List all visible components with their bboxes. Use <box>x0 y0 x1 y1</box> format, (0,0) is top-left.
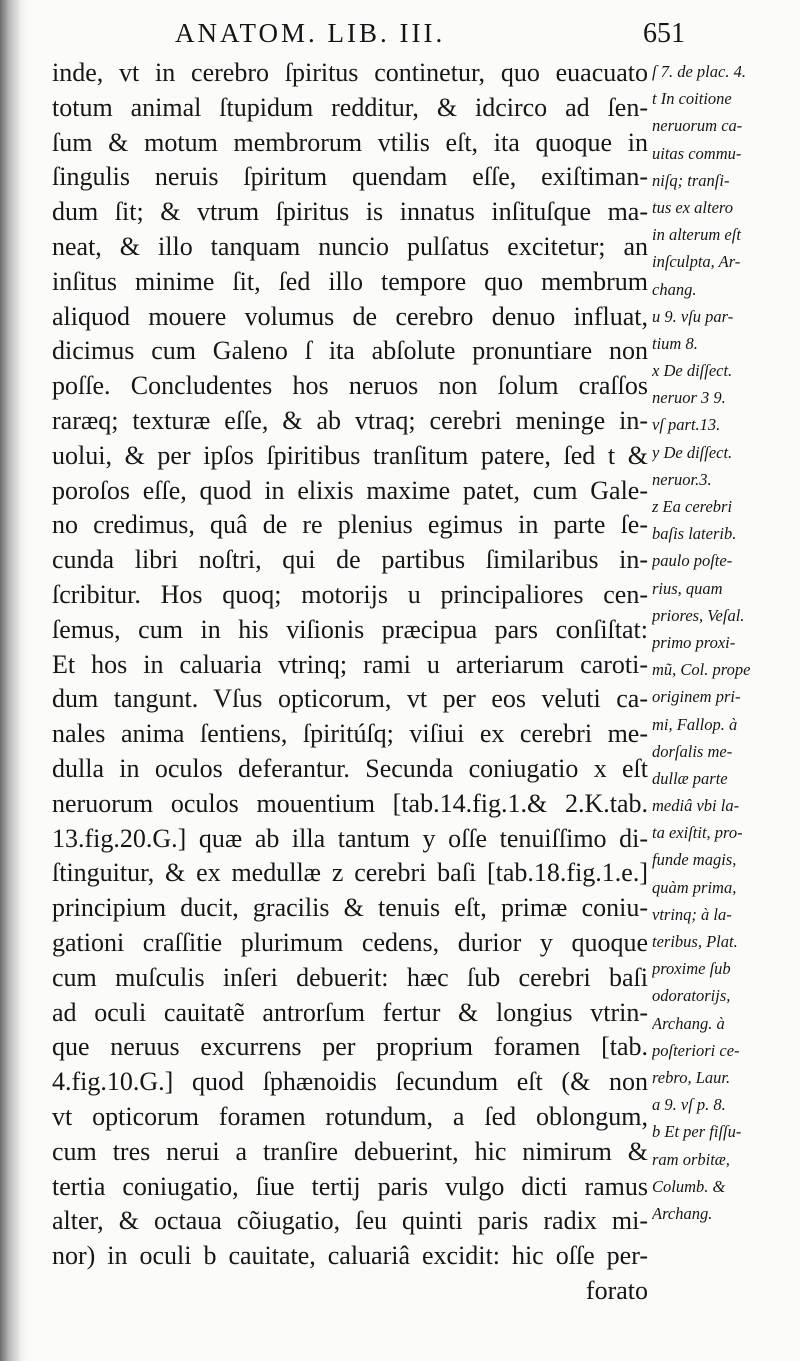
margin-note-line: teribus, Plat. <box>652 932 738 951</box>
text-line: nales anima ſentiens, ſpiritúſq; viſiui ex cerebri me- <box>52 719 648 749</box>
text-line: no credimus, quâ de re plenius egimus in parte ſe- <box>52 510 648 540</box>
margin-note-line: rius, quam <box>652 578 723 598</box>
margin-note-line: primo proxi- <box>652 632 736 652</box>
text-line: 13.fig.20.G.] quæ ab illa tantum y oſſe tenuiſſimo di- <box>52 823 648 853</box>
margin-note-line: x De diſſect. <box>652 361 733 381</box>
text-line: cunda libri noſtri, qui de partibus ſimilaribus in- <box>52 545 648 575</box>
text-line: ſcribitur. Hos quoq; motorijs u principaliores cen- <box>52 579 648 609</box>
margin-note-line: paulo poſte- <box>652 551 733 571</box>
text-line: cum muſculis inſeri debuerit: hæc ſub cerebri baſi <box>52 962 648 992</box>
margin-note-line: in alterum eſt <box>652 225 741 245</box>
margin-note-line: neruor.3. <box>652 469 712 489</box>
text-line: alter, & octaua cõiugatio, ſeu quinti paris radix mi- <box>52 1206 648 1236</box>
text-line: totum animal ſtupidum redditur, & idcirco ad ſen- <box>52 92 648 122</box>
margin-note-line: poſteriori ce- <box>652 1040 740 1060</box>
text-line: poroſos eſſe, quod in elixis maxime patet, cum Gale- <box>52 475 648 505</box>
margin-note-line: Archang. <box>652 1203 713 1223</box>
text-line: ad oculi cauitatẽ antrorſum fertur & longius vtrin- <box>52 997 648 1027</box>
margin-note-line: Columb. & <box>652 1176 726 1196</box>
text-line: dulla in oculos deferantur. Secunda coniugatio x eſt <box>52 753 648 783</box>
margin-note-line: originem pri- <box>652 687 741 707</box>
text-line: ſum & motum membrorum vtilis eſt, ita quoque in <box>52 127 648 157</box>
text-line: 4.fig.10.G.] quod ſphænoidis ſecundum eſt (& non <box>52 1067 648 1097</box>
text-line: forato <box>585 1275 648 1305</box>
margin-note-line: proxime ſub <box>652 959 731 979</box>
main-text-column <box>52 56 648 1309</box>
text-line: uolui, & per ipſos ſpiritibus tranſitum patere, ſed t & <box>52 440 648 470</box>
margin-note-line: vſ part.13. <box>652 415 721 435</box>
text-line: ſtinguitur, & ex medullæ z cerebri baſi [tab.18.fig.1.e.] <box>52 858 648 888</box>
text-line: dum ſit; & vtrum ſpiritus is innatus inſituſque ma- <box>52 197 648 227</box>
text-line: dicimus cum Galeno ſ ita abſolute pronuntiare non <box>52 336 648 366</box>
text-line: Et hos in caluaria vtrinq; rami u arteriarum caroti- <box>52 649 648 679</box>
text-line: nor) in oculi b cauitate, caluariâ excidit: hic oſſe per- <box>52 1241 648 1271</box>
text-line: dum tangunt. Vſus opticorum, vt per eos veluti ca- <box>52 684 648 714</box>
text-line: raræq; texturæ eſſe, & ab vtraq; cerebri meninge in- <box>52 405 648 435</box>
margin-notes-column <box>652 58 798 1227</box>
margin-note-line: uitas commu- <box>652 143 742 163</box>
margin-note-line: inſculpta, Ar- <box>652 252 741 272</box>
margin-note-line: ram orbitæ, <box>652 1149 730 1169</box>
text-line: neruorum oculos mouentium [tab.14.fig.1.& 2.K.tab. <box>52 788 648 818</box>
margin-note-line: chang. <box>652 279 697 299</box>
margin-note-line: mediâ vbi la- <box>652 796 740 816</box>
margin-note-line: quàm prima, <box>652 877 737 897</box>
margin-note-line: b Et per fiſſu- <box>652 1122 742 1142</box>
page-number: 651 <box>643 18 685 49</box>
margin-note-line: funde magis, <box>652 850 737 870</box>
margin-note-line: ta exiſtit, pro- <box>652 823 743 843</box>
margin-note-line: z Ea cerebri <box>652 497 733 516</box>
margin-note-line: baſis laterib. <box>652 524 737 544</box>
text-line: gationi craſſitie plurimum cedens, durior y quoque <box>52 927 648 957</box>
margin-note-line: mi, Fallop. à <box>652 714 738 734</box>
text-line: principium ducit, gracilis & tenuis eſt, primæ coniu- <box>52 893 648 923</box>
margin-note-line: y De diſſect. <box>652 442 733 462</box>
text-line: inſitus minime ſit, ſed illo tempore quo membrum <box>52 266 648 296</box>
margin-note-line: Archang. à <box>652 1013 725 1033</box>
margin-note-line: neruor 3 9. <box>652 388 726 408</box>
margin-note-line: priores, Veſal. <box>652 605 745 625</box>
margin-note-line: rebro, Laur. <box>652 1067 731 1087</box>
margin-note-line: mũ, Col. prope <box>652 660 751 680</box>
margin-note-line: ſ 7. de plac. 4. <box>652 62 746 81</box>
text-line: cum tres nerui a tranſire debuerint, hic nimirum & <box>52 1136 648 1166</box>
margin-note-line: neruorum ca- <box>652 116 743 136</box>
margin-note-line: tus ex altero <box>652 197 733 217</box>
margin-note-line: dorſalis me- <box>652 741 733 761</box>
text-line: neat, & illo tanquam nuncio pulſatus excitetur; an <box>52 231 648 261</box>
text-line: tertia coniugatio, ſiue tertij paris vulgo dicti ramus <box>52 1171 648 1201</box>
text-line: que neruus excurrens per proprium foramen [tab. <box>52 1032 648 1062</box>
text-line: ſingulis neruis ſpiritum quendam eſſe, exiſtiman- <box>52 162 648 192</box>
binding-gutter-shadow <box>0 0 28 1361</box>
text-line: inde, vt in cerebro ſpiritus continetur, quo euacuato <box>52 58 648 87</box>
text-line: poſſe. Concludentes hos neruos non ſolum craſſos <box>52 371 648 401</box>
text-line: vt opticorum foramen rotundum, a ſed oblongum, <box>52 1101 648 1131</box>
margin-note-line: odoratorijs, <box>652 986 731 1006</box>
text-line: ſemus, cum in his viſionis præcipua pars conſiſtat: <box>52 614 648 644</box>
margin-note-line: dullæ parte <box>652 768 728 788</box>
margin-note-line: u 9. vſu par- <box>652 306 734 326</box>
running-head: ANATOM. LIB. III. <box>175 18 446 48</box>
margin-note-line: a 9. vſ p. 8. <box>652 1095 726 1115</box>
margin-note-line: tium 8. <box>652 333 698 353</box>
text-line: aliquod mouere volumus de cerebro denuo influat, <box>52 301 648 331</box>
margin-note-line: t In coitione <box>652 89 732 109</box>
margin-note-line: vtrinq; à la- <box>652 904 732 924</box>
margin-note-line: niſq; tranſi- <box>652 170 730 190</box>
